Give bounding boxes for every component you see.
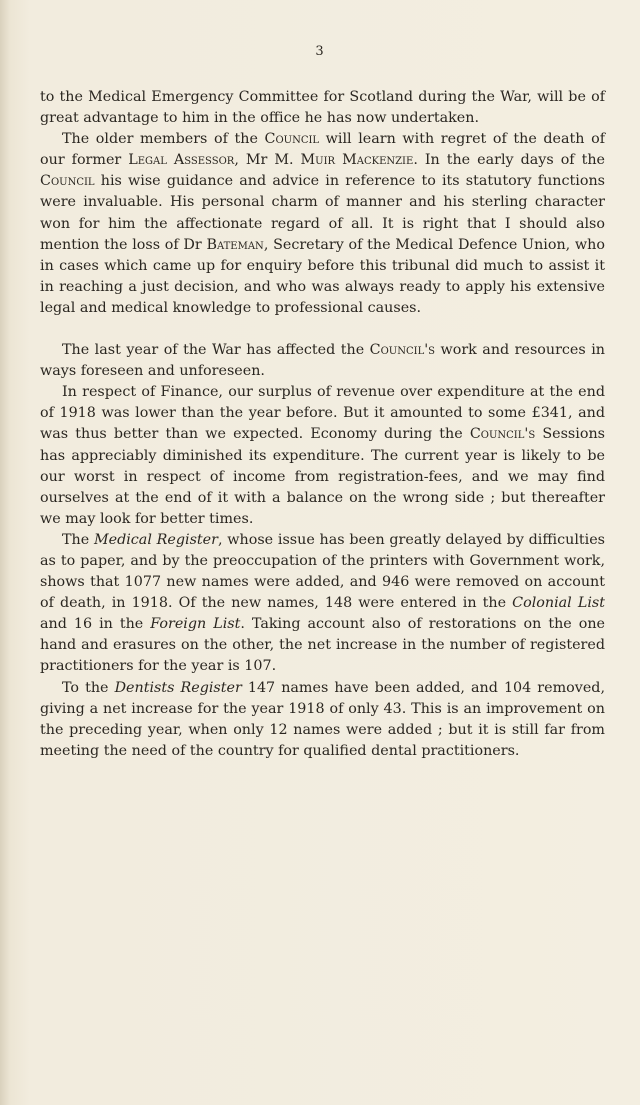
paragraph (40, 340, 605, 382)
text-run: work and resources in ways foreseen and unforeseen. (40, 342, 605, 380)
paragraph (40, 382, 605, 530)
text-run: In respect of Finance, our surplus of revenue over expenditure at the end of 1918 was lower than the year before. But it amounted to some £341, and was thus better than we expected. Economy during the (40, 384, 605, 443)
text-run: , Secretary of the Medical Defence Union, who in cases which came up for enquiry before this tribunal did much to assist it in reaching a just decision, and who was always ready to apply his extensive legal and medical knowledge to professional causes. (40, 236, 605, 316)
paragraph (40, 129, 605, 319)
small-caps-text: Legal Assessor (128, 152, 235, 169)
small-caps-text: Council (264, 131, 320, 148)
small-caps-text: Council (40, 173, 95, 190)
text-run: Sessions has appreciably diminished its expenditure. The current year is likely to be our worst in respect of income from registration-fees, and we may find ourselves at the end of it with a balance on the wrong side ; but thereafter we may look for better times. (40, 426, 605, 527)
italic-text: Colonial List (512, 595, 605, 612)
text-run: . Taking account also of restorations on the one hand and erasures on the other, the net increase in the number of registered practitioners for the year is 107. (40, 616, 606, 675)
text-run: , Mr M. (234, 152, 301, 169)
text-run: 147 names have been added, and 104 removed, giving a net increase for the year 1918 of only 43. This is an improvement on the preceding year, when only 12 names were added ; but it is still far from meeting the need of the country for qualified dental practitioners. (40, 679, 605, 759)
text-run: The older members of the (62, 131, 265, 148)
text-run: The last year of the War has affected the (62, 342, 370, 359)
text-run: The (62, 531, 94, 548)
page-number: 3 (315, 44, 325, 59)
paragraph (40, 87, 605, 129)
small-caps-text: Council's (469, 426, 536, 443)
text-run: to the Medical Emergency Committee for Scotland during the War, will be of great advantage to him in the office he has now undertaken. (40, 89, 605, 127)
italic-text: Medical Register (93, 531, 218, 548)
text-run: and 16 in the (40, 616, 151, 633)
small-caps-text: Bateman (206, 236, 264, 253)
text-run: To the (62, 679, 115, 696)
paragraph (40, 678, 605, 762)
paragraph-gap (40, 319, 605, 340)
body-text (40, 87, 605, 762)
text-run: . In the early days of the (413, 152, 606, 169)
small-caps-text: Muir Mackenzie (300, 152, 414, 169)
text-run: will learn with regret of the death of our former (40, 131, 605, 169)
text-run: his wise guidance and advice in reference to its statutory functions were invaluable. His personal charm of manner and his sterling character won for him the affectionate regard of all. It is right that I should also mention the loss of Dr (40, 173, 605, 253)
small-caps-text: Council's (369, 342, 435, 359)
italic-text: Dentists Register (114, 679, 242, 696)
paragraph (40, 530, 605, 678)
text-run: , whose issue has been greatly delayed by difficulties as to paper, and by the preoccupation of the printers with Government work, shows that 1077 new names were added, and 946 were removed on account of death, in 1918. Of the new names, 148 were entered in the (40, 531, 606, 612)
italic-text: Foreign List (150, 616, 241, 633)
